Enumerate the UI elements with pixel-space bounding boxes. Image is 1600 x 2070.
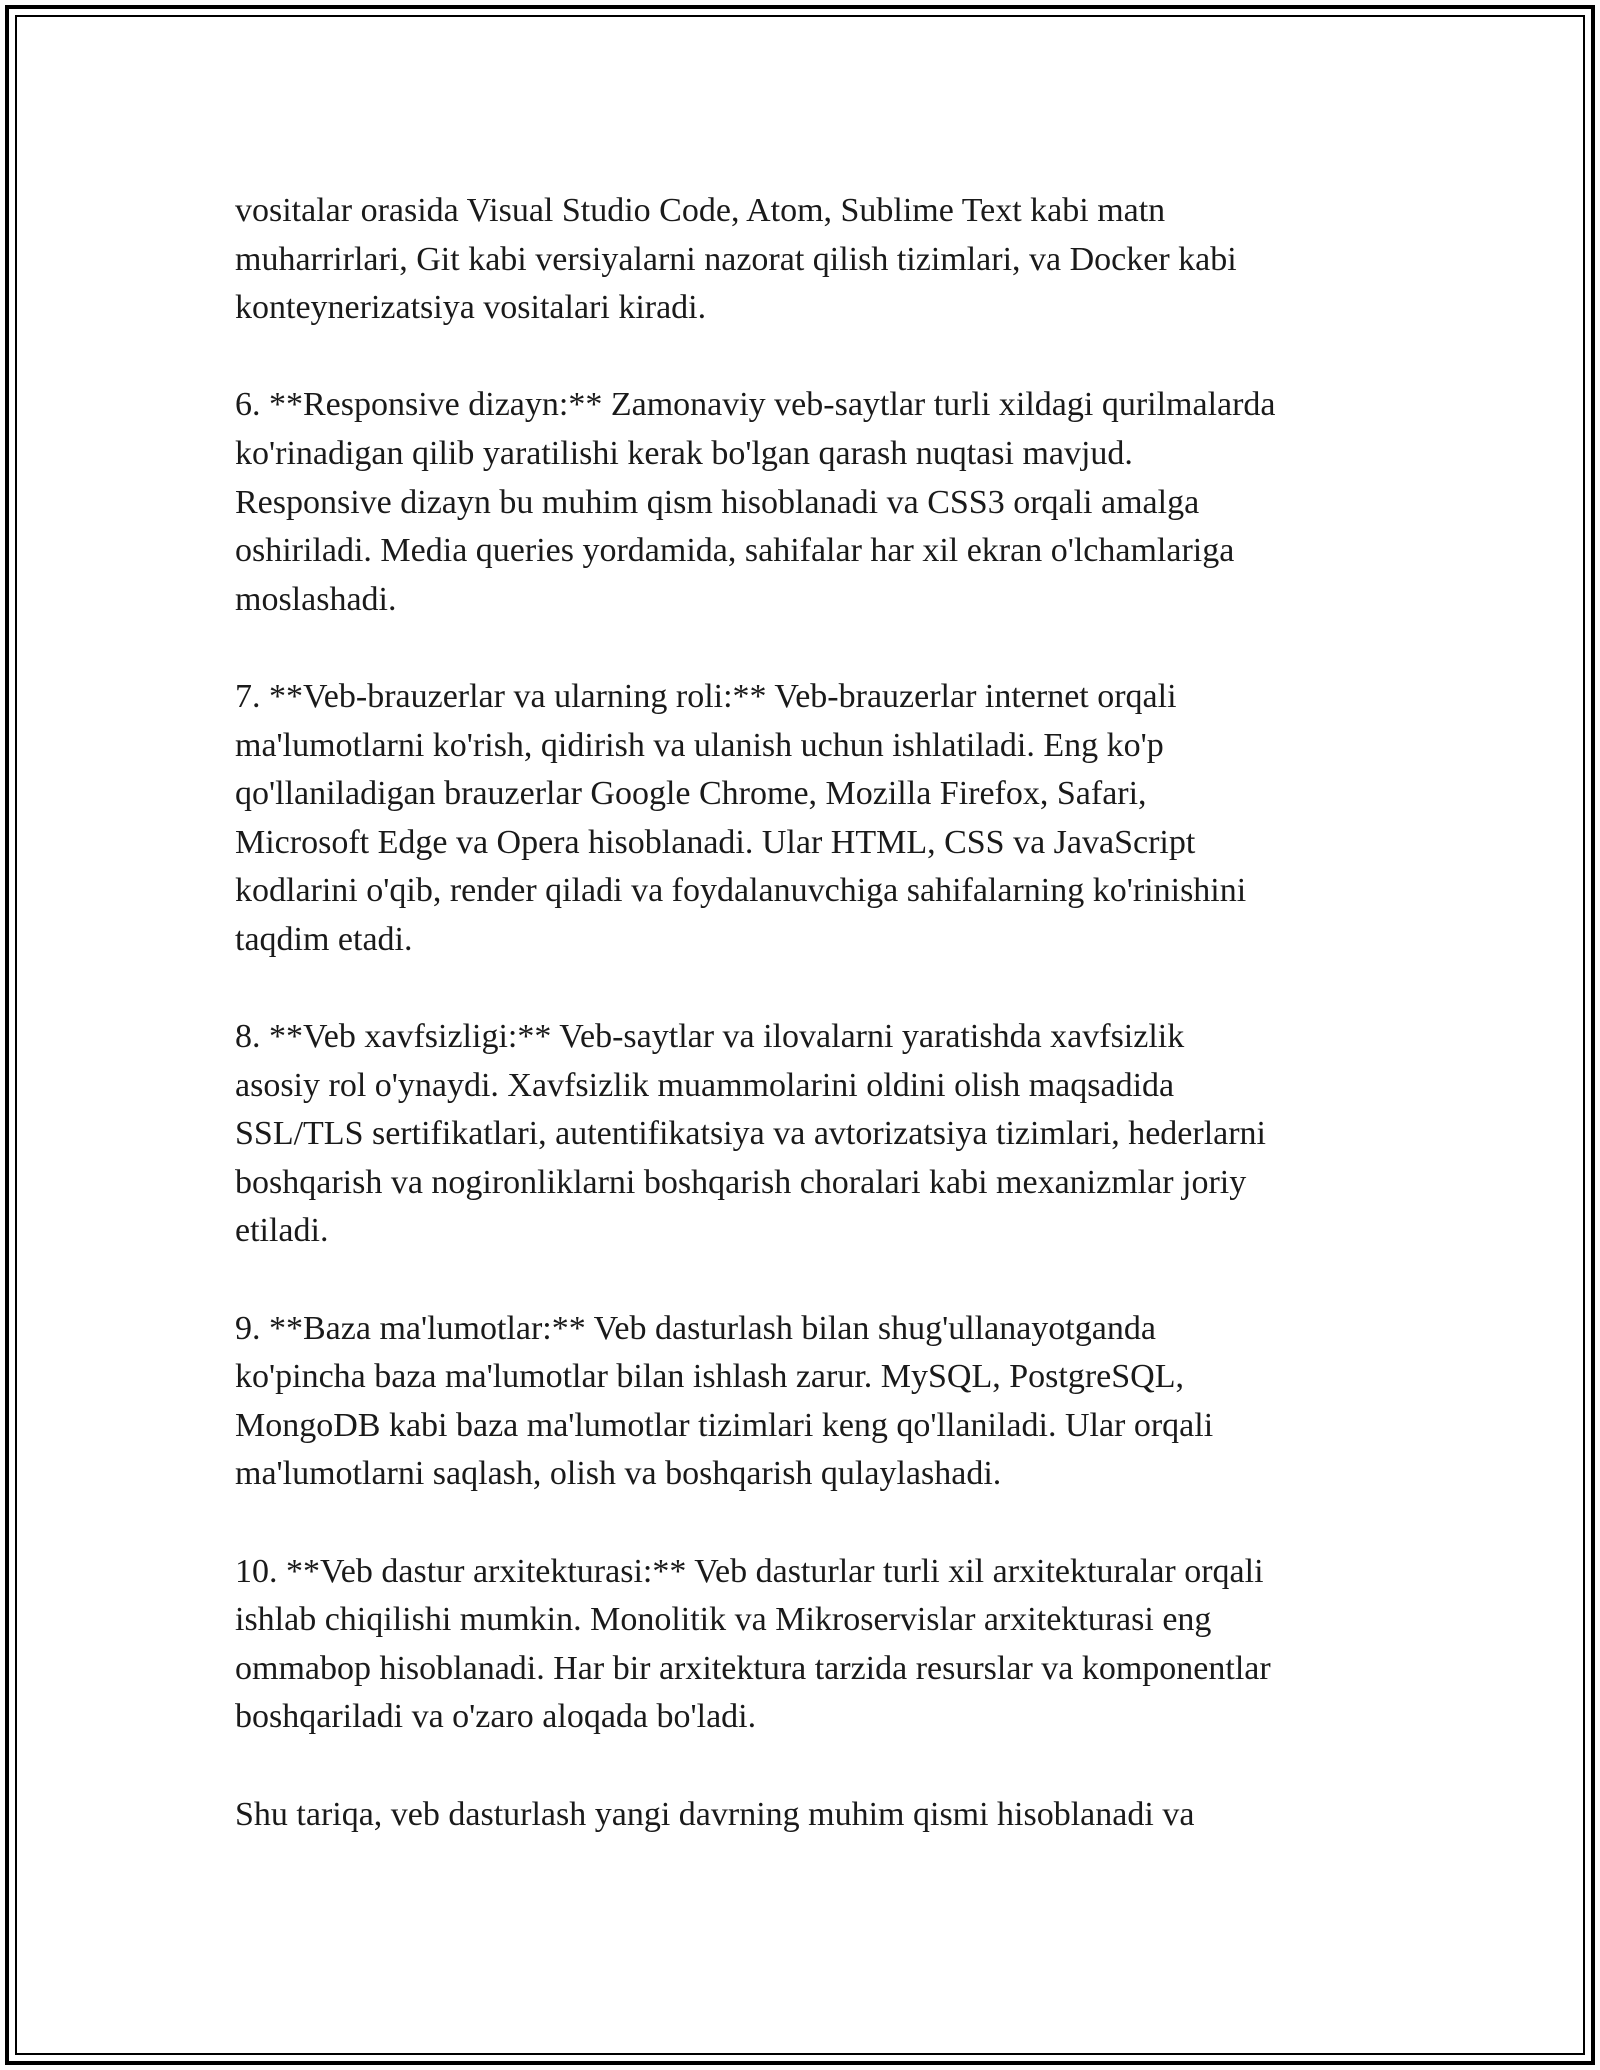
paragraph-web-architecture <box>235 1548 1365 1742</box>
paragraph-databases <box>235 1305 1365 1499</box>
text-line: ishlab chiqilishi mumkin. Monolitik va Mikroservislar arxitekturasi eng <box>235 1601 1212 1639</box>
text-line: kodlarini o'qib, render qiladi va foydalanuvchiga sahifalarning ko'rinishini <box>235 872 1247 910</box>
text-line: asosiy rol o'ynaydi. Xavfsizlik muammolarini oldini olish maqsadida <box>235 1066 1175 1104</box>
text-line: ko'rinadigan qilib yaratilishi kerak bo'lgan qarash nuqtasi mavjud. <box>235 434 1133 472</box>
text-line: ma'lumotlarni ko'rish, qidirish va ulanish uchun ishlatiladi. Eng ko'p <box>235 726 1164 764</box>
text-line: taqdim etadi. <box>235 920 413 958</box>
text-line: Microsoft Edge va Opera hisoblanadi. Ular HTML, CSS va JavaScript <box>235 823 1196 861</box>
text-line: qo'llaniladigan brauzerlar Google Chrome, Mozilla Firefox, Safari, <box>235 775 1147 813</box>
document-body <box>235 187 1365 1888</box>
text-line: ma'lumotlarni saqlash, olish va boshqarish qulaylashadi. <box>235 1455 1002 1493</box>
text-line: ommabop hisoblanadi. Har bir arxitektura tarzida resurslar va komponentlar <box>235 1649 1271 1687</box>
text-line: 6. **Responsive dizayn:** Zamonaviy veb-saytlar turli xildagi qurilmalarda <box>235 386 1276 424</box>
text-line: 7. **Veb-brauzerlar va ularning roli:** Veb-brauzerlar internet orqali <box>235 677 1177 715</box>
text-line: 10. **Veb dastur arxitekturasi:** Veb dasturlar turli xil arxitekturalar orqali <box>235 1552 1264 1590</box>
text-line: oshiriladi. Media queries yordamida, sahifalar har xil ekran o'lchamlariga <box>235 532 1235 570</box>
text-line: etiladi. <box>235 1212 329 1250</box>
text-line: konteynerizatsiya vositalari kiradi. <box>235 289 707 327</box>
text-line: muharrirlari, Git kabi versiyalarni nazorat qilish tizimlari, va Docker kabi <box>235 240 1237 278</box>
text-line: 9. **Baza ma'lumotlar:** Veb dasturlash bilan shug'ullanayotganda <box>235 1309 1156 1347</box>
text-line: moslashadi. <box>235 580 397 618</box>
paragraph-conclusion <box>235 1791 1365 1840</box>
text-line: vositalar orasida Visual Studio Code, Atom, Sublime Text kabi matn <box>235 192 1166 229</box>
paragraph-web-security <box>235 1013 1365 1256</box>
text-line: 8. **Veb xavfsizligi:** Veb-saytlar va ilovalarni yaratishda xavfsizlik <box>235 1018 1185 1056</box>
text-line: SSL/TLS sertifikatlari, autentifikatsiya va avtorizatsiya tizimlari, hederlarni <box>235 1115 1267 1153</box>
paragraph-responsive-design <box>235 381 1365 624</box>
paragraph-web-browsers <box>235 673 1365 965</box>
text-line: Shu tariqa, veb dasturlash yangi davrning muhim qismi hisoblanadi va <box>235 1795 1195 1833</box>
text-line: boshqarish va nogironliklarni boshqarish choralari kabi mexanizmlar joriy <box>235 1163 1247 1201</box>
text-line: MongoDB kabi baza ma'lumotlar tizimlari keng qo'llaniladi. Ular orqali <box>235 1406 1214 1444</box>
paragraph-tools-continuation <box>235 187 1365 333</box>
text-line: boshqariladi va o'zaro aloqada bo'ladi. <box>235 1698 757 1736</box>
text-line: Responsive dizayn bu muhim qism hisoblanadi va CSS3 orqali amalga <box>235 483 1200 521</box>
text-line: ko'pincha baza ma'lumotlar bilan ishlash zarur. MySQL, PostgreSQL, <box>235 1358 1184 1396</box>
